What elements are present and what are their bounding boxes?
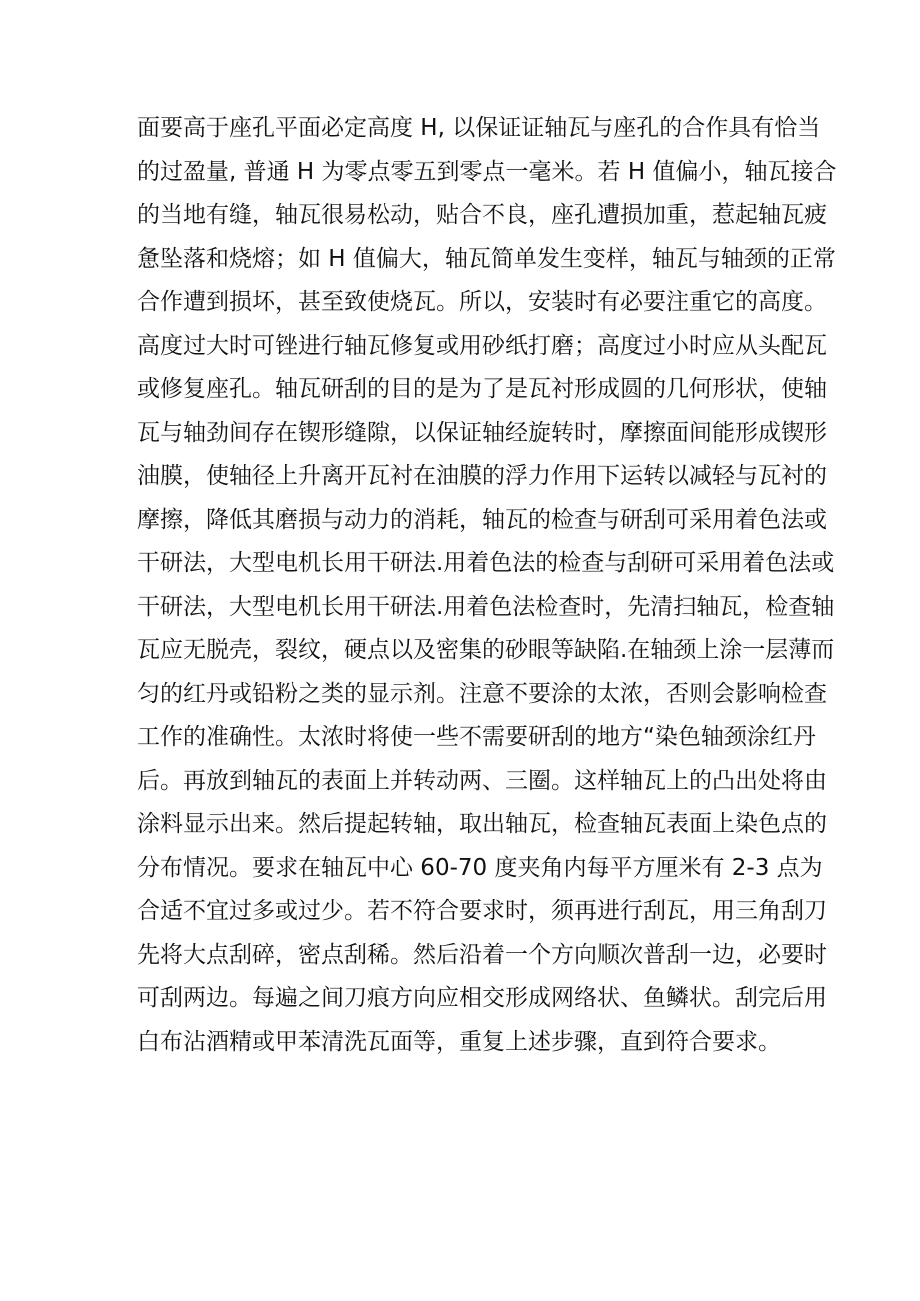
text-line: 分布情况。要求在轴瓦中心 60-70 度夹角内每平方厘米有 2-3 点为	[137, 854, 823, 881]
text-line: 面要高于座孔平面必定高度 H, 以保证证轴瓦与座孔的合作具有恰当	[137, 115, 821, 141]
text-line: 先将大点刮碎，密点刮稀。然后沿着一个方向顺次普刮一边，必要时	[137, 941, 827, 968]
text-line: 匀的红丹或铅粉之类的显示剂。注意不要涂的太浓，否则会影响检查	[137, 680, 827, 707]
text-line: 干研法，大型电机长用干研法.用着色法的检查与刮研可采用着色法或	[137, 550, 835, 576]
text-line: 瓦与轴劲间存在锲形缝隙，以保证轴经旋转时，摩擦面间能形成锲形	[137, 419, 827, 446]
text-line: 干研法，大型电机长用干研法.用着色法检查时，先清扫轴瓦，检查轴	[137, 593, 835, 620]
text-line: 高度过大时可锉进行轴瓦修复或用砂纸打磨；高度过小时应从头配瓦	[137, 332, 827, 359]
text-line: 的过盈量, 普通 H 为零点零五到零点一毫米。若 H 值偏小，轴瓦接合	[137, 158, 837, 185]
text-line: 油膜，使轴径上升离开瓦衬在油膜的浮力作用下运转以减轻与瓦衬的	[137, 463, 827, 489]
text-line: 可刮两边。每遍之间刀痕方向应相交形成网络状、鱼鳞状。刮完后用	[137, 985, 827, 1011]
text-line: 涂料显示出来。然后提起转轴，取出轴瓦，检查轴瓦表面上染色点的	[137, 811, 827, 837]
text-line: 的当地有缝，轴瓦很易松动，贴合不良，座孔遭损加重，惹起轴瓦疲	[137, 202, 827, 228]
text-line: 或修复座孔。轴瓦研刮的目的是为了是瓦衬形成圆的几何形状，使轴	[137, 376, 827, 402]
text-line: 瓦应无脱壳，裂纹，硬点以及密集的砂眼等缺陷.在轴颈上涂一层薄而	[137, 637, 835, 663]
text-line: 合适不宜过多或过少。若不符合要求时，须再进行刮瓦，用三角刮刀	[137, 898, 827, 924]
text-line: 后。再放到轴瓦的表面上并转动两、三圈。这样轴瓦上的凸出处将由	[137, 767, 827, 794]
text-line: 白布沾酒精或甲苯清洗瓦面等，重复上述步骤，直到符合要求。	[137, 1028, 781, 1055]
body-text	[137, 107, 837, 1064]
text-line: 摩擦，降低其磨损与动力的消耗，轴瓦的检查与研刮可采用着色法或	[137, 506, 827, 533]
text-line: 惫坠落和烧熔；如 H 值偏大，轴瓦简单发生变样，轴瓦与轴颈的正常	[137, 245, 836, 272]
text-line: 合作遭到损坏，甚至致使烧瓦。所以，安装时有必要注重它的高度。	[137, 289, 827, 315]
text-line: 工作的准确性。太浓时将使一些不需要研刮的地方“染色轴颈涂红丹	[137, 724, 816, 750]
